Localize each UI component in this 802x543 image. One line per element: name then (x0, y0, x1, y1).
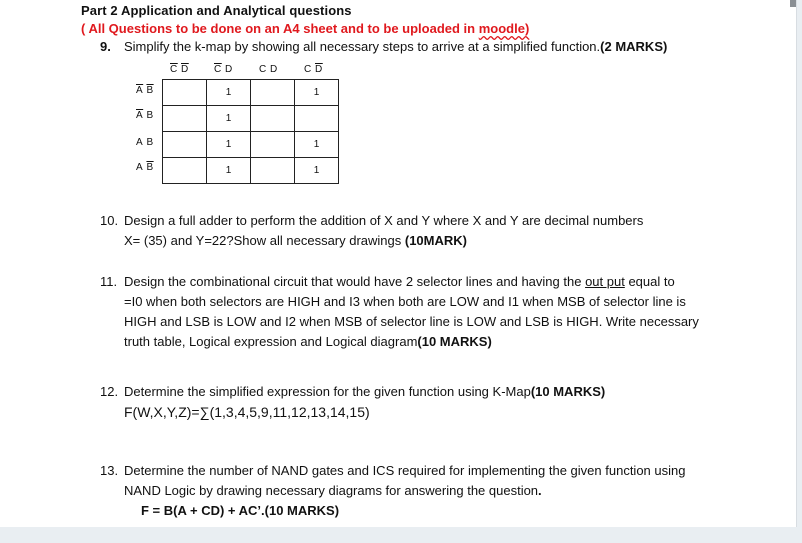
kmap-row (163, 80, 339, 106)
kmap-cell: 1 (207, 132, 251, 158)
question-9-text: Simplify the k-map by showing all necessary steps to arrive at a simplified function. (124, 39, 601, 54)
question-13-formula: F = B(A + CD) + AC’.(10 MARKS) (141, 503, 340, 518)
kmap-row-header: $\overline{A}$ $\overline{B}$ (136, 85, 154, 96)
moodle-link: moodle) (478, 21, 530, 36)
question-12 (100, 382, 605, 422)
question-12-formula: F(W,X,Y,Z)=∑(1,3,4,5,9,11,12,13,14,15) (124, 404, 370, 420)
part-note (81, 21, 529, 36)
question-11-line4: truth table, Logical expression and Logical diagram (124, 334, 418, 349)
question-10-line2: X= (35) and Y=22?Show all necessary drawings (124, 233, 405, 248)
kmap-cell: 1 (295, 132, 339, 158)
kmap-cell (251, 132, 295, 158)
window-bottom-strip (0, 527, 802, 543)
question-13 (100, 461, 685, 521)
question-10-number: 10. (100, 213, 119, 228)
out-put-underlined: out put (585, 274, 625, 289)
question-13-line1: Determine the number of NAND gates and ICS required for implementing the given function using (124, 463, 686, 478)
part-title: Part 2 Application and Analytical questions (81, 3, 352, 18)
kmap-row-header: A $\overline{B}$ (136, 162, 154, 173)
question-9-marks: (2 MARKS) (600, 39, 668, 54)
kmap-row (163, 106, 339, 132)
question-9-number: 9. (100, 39, 111, 54)
kmap-cell (295, 106, 339, 132)
kmap-cell (163, 132, 207, 158)
kmap-cell: 1 (207, 80, 251, 106)
kmap-cell (163, 80, 207, 106)
question-11-marks: (10 MARKS) (417, 334, 492, 349)
kmap-row-header: A B (136, 137, 154, 148)
kmap-row-header: $\overline{A}$ B (136, 110, 154, 121)
kmap-row (163, 158, 339, 184)
question-11-line2: =I0 when both selectors are HIGH and I3 when both are LOW and I1 when MSB of selector line is (124, 294, 686, 309)
question-10-line1: Design a full adder to perform the addition of X and Y where X and Y are decimal numbers (124, 213, 644, 228)
kmap-col-header: $\overline{C}$ D (214, 64, 233, 75)
question-11-line1-end: equal to (624, 274, 675, 289)
question-11-line3-end: Write necessary (605, 314, 699, 329)
kmap-cell: 1 (207, 106, 251, 132)
kmap-col-header: $\overline{C}$ $\overline{D}$ (170, 64, 189, 75)
kmap-col-header: C D (259, 64, 278, 75)
question-11 (100, 272, 699, 352)
question-12-marks: (10 MARKS) (530, 384, 606, 399)
kmap-cell: 1 (295, 80, 339, 106)
scrollbar-thumb[interactable] (790, 0, 796, 7)
question-13-number: 13. (100, 463, 119, 478)
kmap-cell (163, 158, 207, 184)
question-10-marks: (10MARK) (404, 233, 467, 248)
question-11-line3: HIGH and LSB is LOW and I2 when MSB of selector line is LOW and LSB is HIGH. (124, 314, 606, 329)
kmap-cell (251, 158, 295, 184)
kmap-row (163, 132, 339, 158)
part-note-text: ( All Questions to be done on an A4 sheet and to be uploaded in (81, 21, 479, 36)
kmap-grid (162, 79, 339, 184)
question-11-number: 11. (100, 274, 118, 289)
kmap-cell: 1 (295, 158, 339, 184)
kmap-cell (251, 106, 295, 132)
kmap-cell: 1 (207, 158, 251, 184)
kmap-col-header: C $\overline{D}$ (304, 64, 323, 75)
question-10 (100, 211, 643, 251)
question-9 (100, 37, 667, 57)
question-13-line2-end: . (538, 483, 542, 498)
kmap-cell (251, 80, 295, 106)
question-12-line1: Determine the simplified expression for the given function using K-Map (124, 384, 531, 399)
question-11-line1: Design the combinational circuit that would have 2 selector lines and having the (124, 274, 586, 289)
question-13-line2: NAND Logic by drawing necessary diagrams for answering the question (124, 483, 539, 498)
kmap-cell (163, 106, 207, 132)
question-12-number: 12. (100, 384, 119, 399)
